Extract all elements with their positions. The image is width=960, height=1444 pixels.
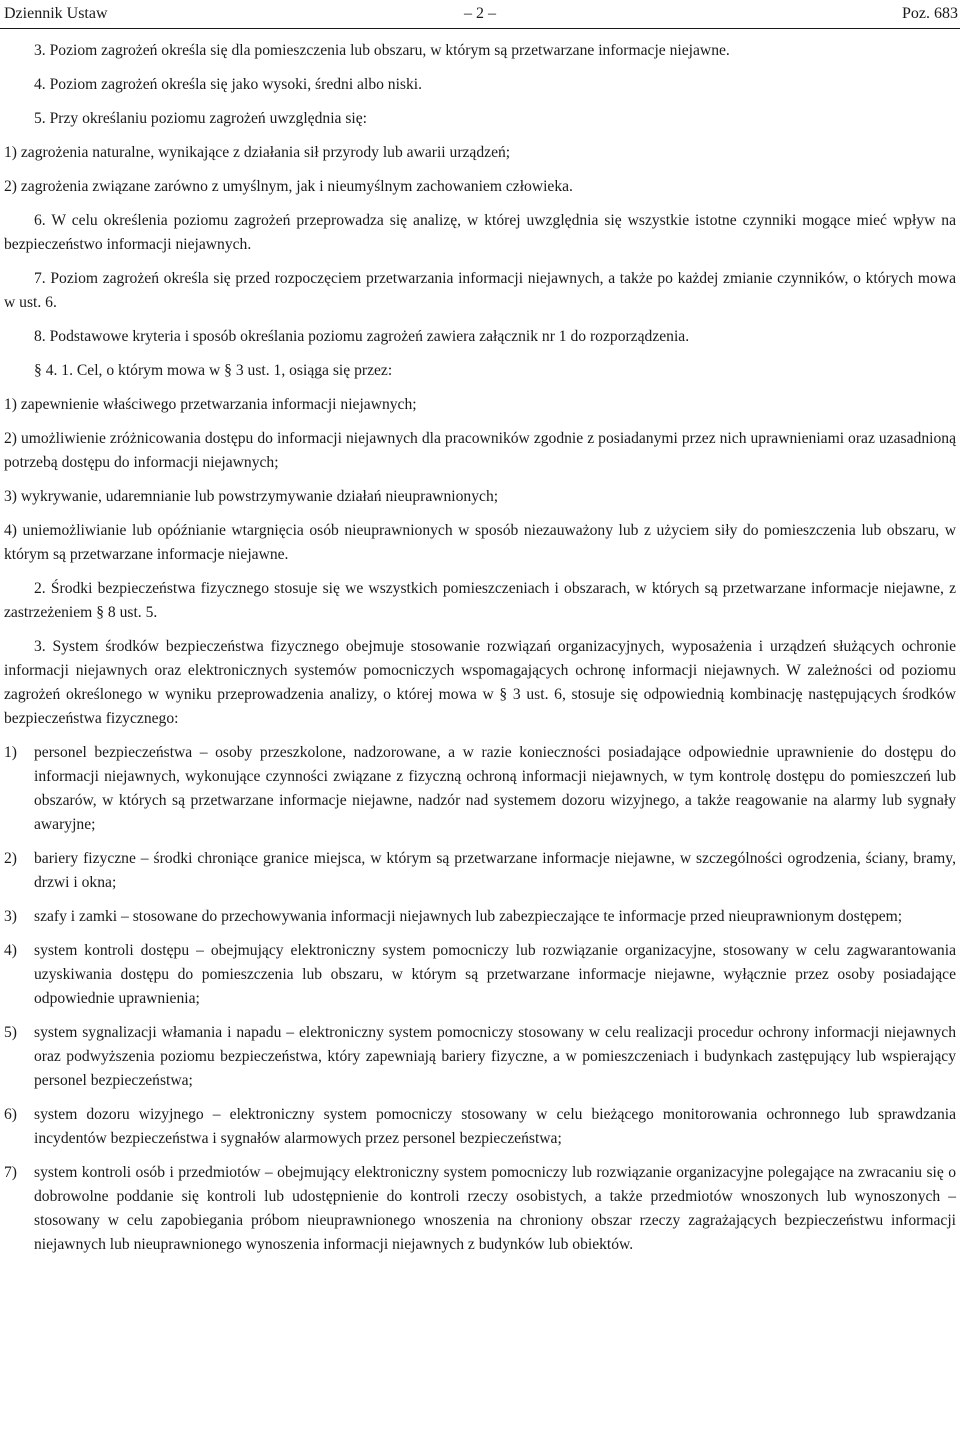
list-point: 1) zagrożenia naturalne, wynikające z działania sił przyrody lub awarii urządzeń; [4, 144, 511, 161]
list-item-number: 1) [4, 744, 17, 761]
list-point: 2) umożliwienie zróżnicowania dostępu do informacji niejawnych dla pracowników zgodnie z posiadanymi przez nich uprawnieniami oraz uzasadnioną potrzebą dostępu do informacji niejawnych; [4, 430, 956, 471]
list-item-number: 3) [4, 908, 17, 925]
list-item-text: szafy i zamki – stosowane do przechowywania informacji niejawnych lub zabezpieczające te informacje przed nieuprawnionym dostępem; [34, 908, 903, 925]
list-item-text: personel bezpieczeństwa – osoby przeszkolone, nadzorowane, a w razie konieczności posiadające odpowiednie uprawnienie do dostępu do informacji niejawnych, wykonujące czynności związane z fizyczną ochroną informacji niejawnych, w tym kontrolę dostępu do pomieszczeń lub obszarów, w których są przetwarzane informacje niejawne, nadzór nad systemem dozoru wizyjnego, a także reagowanie na alarmy lub sygnały awaryjne; [34, 744, 956, 833]
list-item-number: 5) [4, 1024, 17, 1041]
list-item-text: system dozoru wizyjnego – elektroniczny system pomocniczy stosowany w celu bieżącego monitorowania ochronnego lub sprawdzania incydentów bezpieczeństwa i sygnałów alarmowych przez personel bezpieczeństwa; [34, 1106, 956, 1147]
list-item-number: 2) [4, 850, 17, 867]
paragraph: 4. Poziom zagrożeń określa się jako wysoki, średni albo niski. [34, 76, 423, 93]
paragraph: 7. Poziom zagrożeń określa się przed rozpoczęciem przetwarzania informacji niejawnych, a także po każdej zmianie czynników, o których mowa w ust. 6. [4, 270, 956, 311]
paragraph: 5. Przy określaniu poziomu zagrożeń uwzględnia się: [34, 110, 367, 127]
list-item [4, 741, 956, 837]
page-number: – 2 – [464, 5, 496, 22]
list-item [4, 1103, 956, 1151]
paragraph: § 4. 1. Cel, o którym mowa w § 3 ust. 1, osiąga się przez: [34, 362, 393, 379]
document-body [4, 39, 956, 1267]
journal-title: Dziennik Ustaw [4, 5, 108, 22]
paragraph: 8. Podstawowe kryteria i sposób określania poziomu zagrożeń zawiera załącznik nr 1 do rozporządzenia. [34, 328, 690, 345]
list-item-text: system kontroli osób i przedmiotów – obejmujący elektroniczny system pomocniczy lub rozwiązanie organizacyjne polegające na zwracaniu się o dobrowolne poddanie się kontroli lub udostępnienie do kontroli rzeczy osobistych, a także przedmiotów wnoszonych lub wynoszonych – stosowany w celu zapobiegania próbom nieuprawnionego wnoszenia na chroniony obszar rzeczy zagrażających bezpieczeństwu informacji niejawnych lub nieuprawnionego wynoszenia informacji niejawnych z budynków lub obiektów. [34, 1164, 956, 1253]
list-item [4, 847, 956, 895]
paragraph: 3. System środków bezpieczeństwa fizycznego obejmuje stosowanie rozwiązań organizacyjnych, wyposażenia i urządzeń służących ochronie informacji niejawnych oraz elektronicznych systemów pomocniczych wspomagających ochronę informacji niejawnych. W zależności od poziomu zagrożeń określonego w wyniku przeprowadzenia analizy, o której mowa w § 3 ust. 6, stosuje się odpowiednią kombinację następujących środków bezpieczeństwa fizycznego: [4, 638, 956, 727]
page-header [0, 0, 960, 29]
paragraph: 3. Poziom zagrożeń określa się dla pomieszczenia lub obszaru, w którym są przetwarzane informacje niejawne. [34, 42, 730, 59]
list-point: 4) uniemożliwianie lub opóźnianie wtargnięcia osób nieuprawnionych w sposób niezauważony lub z użyciem siły do pomieszczenia lub obszaru, w którym są przetwarzane informacje niejawne. [4, 522, 956, 563]
list-point: 3) wykrywanie, udaremnianie lub powstrzymywanie działań nieuprawnionych; [4, 488, 499, 505]
list-item-number: 6) [4, 1106, 17, 1123]
list-item [4, 1161, 956, 1257]
list-point: 2) zagrożenia związane zarówno z umyślnym, jak i nieumyślnym zachowaniem człowieka. [4, 178, 573, 195]
list-item [4, 1021, 956, 1093]
paragraph: 6. W celu określenia poziomu zagrożeń przeprowadza się analizę, w której uwzględnia się wszystkie istotne czynniki mogące mieć wpływ na bezpieczeństwo informacji niejawnych. [4, 212, 956, 253]
list-item [4, 939, 956, 1011]
list-item-number: 7) [4, 1164, 17, 1181]
list-item-text: bariery fizyczne – środki chroniące granice miejsca, w którym są przetwarzane informacje niejawne, w szczególności ogrodzenia, ściany, bramy, drzwi i okna; [34, 850, 956, 891]
list-item-text: system kontroli dostępu – obejmujący elektroniczny system pomocniczy lub rozwiązanie organizacyjne, stosowany w celu zagwarantowania uzyskiwania dostępu do pomieszczenia lub obszaru, w którym są przetwarzane informacje niejawne, wyłącznie przez osoby posiadające odpowiednie uprawnienia; [34, 942, 956, 1007]
list-point: 1) zapewnienie właściwego przetwarzania informacji niejawnych; [4, 396, 417, 413]
list-item-text: system sygnalizacji włamania i napadu – elektroniczny system pomocniczy stosowany w celu realizacji procedur ochrony informacji niejawnych oraz podwyższenia poziomu bezpieczeństwa, który zapewniają bariery fizyczne, a w pomieszczeniach i budynkach zastępujący lub wspierający personel bezpieczeństwa; [34, 1024, 956, 1089]
list-item [4, 905, 956, 929]
list-item-number: 4) [4, 942, 17, 959]
paragraph: 2. Środki bezpieczeństwa fizycznego stosuje się we wszystkich pomieszczeniach i obszarach, w których są przetwarzane informacje niejawne, z zastrzeżeniem § 8 ust. 5. [4, 580, 956, 621]
position-number: Poz. 683 [902, 5, 958, 22]
